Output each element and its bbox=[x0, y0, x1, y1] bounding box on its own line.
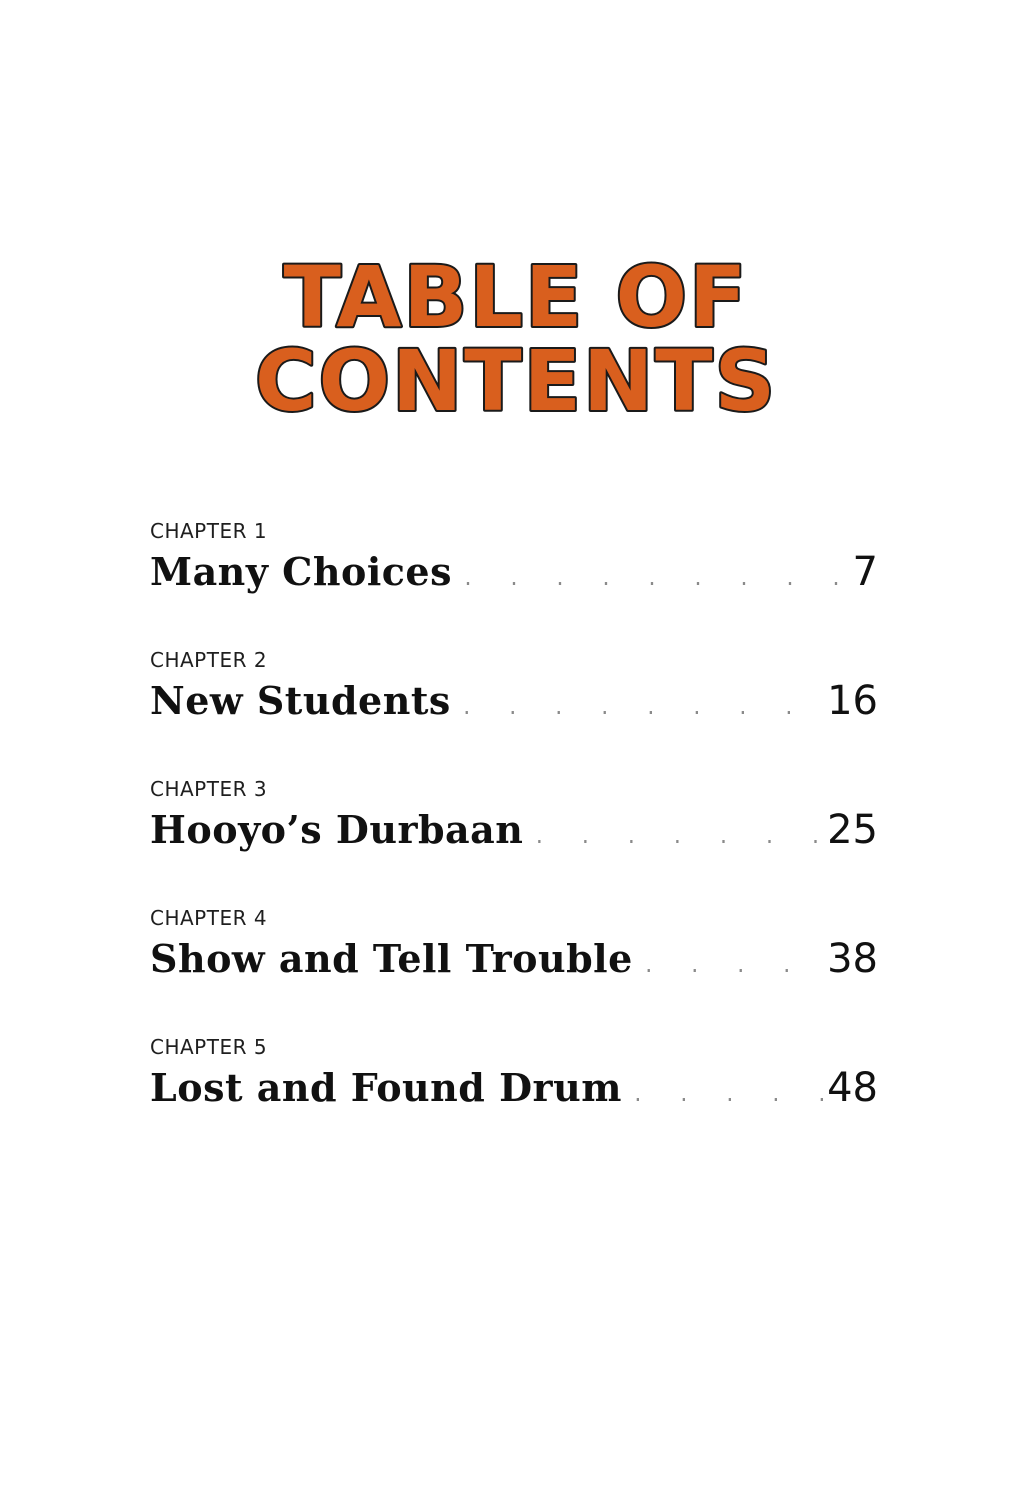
chapter-entry[interactable] bbox=[150, 902, 878, 1031]
chapter-list bbox=[150, 515, 878, 1160]
chapter-page-number: 25 bbox=[827, 807, 878, 853]
chapter-number-label: CHAPTER 1 bbox=[150, 519, 268, 543]
chapter-line bbox=[150, 1065, 878, 1115]
chapter-title: New Students bbox=[150, 678, 451, 723]
chapter-number-label: CHAPTER 2 bbox=[150, 648, 268, 672]
dot-leader bbox=[451, 698, 827, 721]
chapter-entry[interactable] bbox=[150, 515, 878, 644]
chapter-title: Many Choices bbox=[150, 549, 452, 594]
chapter-entry[interactable] bbox=[150, 644, 878, 773]
chapter-title: Show and Tell Trouble bbox=[150, 936, 633, 981]
chapter-entry[interactable] bbox=[150, 773, 878, 902]
dot-leader bbox=[633, 956, 827, 979]
toc-heading-line-2: CONTENTS bbox=[254, 332, 778, 430]
dot-leader bbox=[452, 569, 853, 592]
dot-leader bbox=[523, 827, 827, 850]
chapter-number-label: CHAPTER 3 bbox=[150, 777, 268, 801]
dot-leader bbox=[622, 1085, 827, 1108]
chapter-page-number: 16 bbox=[827, 678, 878, 724]
chapter-page-number: 38 bbox=[827, 936, 878, 982]
chapter-number-label: CHAPTER 4 bbox=[150, 906, 268, 930]
chapter-line bbox=[150, 678, 878, 728]
chapter-title: Hooyo’s Durbaan bbox=[150, 807, 524, 852]
toc-heading bbox=[256, 228, 776, 438]
chapter-entry[interactable] bbox=[150, 1031, 878, 1160]
chapter-page-number: 7 bbox=[852, 549, 878, 595]
chapter-page-number: 48 bbox=[827, 1065, 878, 1111]
toc-heading-line-1: TABLE OF bbox=[283, 248, 749, 346]
chapter-line bbox=[150, 936, 878, 986]
chapter-title: Lost and Found Drum bbox=[150, 1065, 622, 1110]
chapter-line bbox=[150, 807, 878, 857]
chapter-number-label: CHAPTER 5 bbox=[150, 1035, 268, 1059]
chapter-line bbox=[150, 549, 878, 599]
